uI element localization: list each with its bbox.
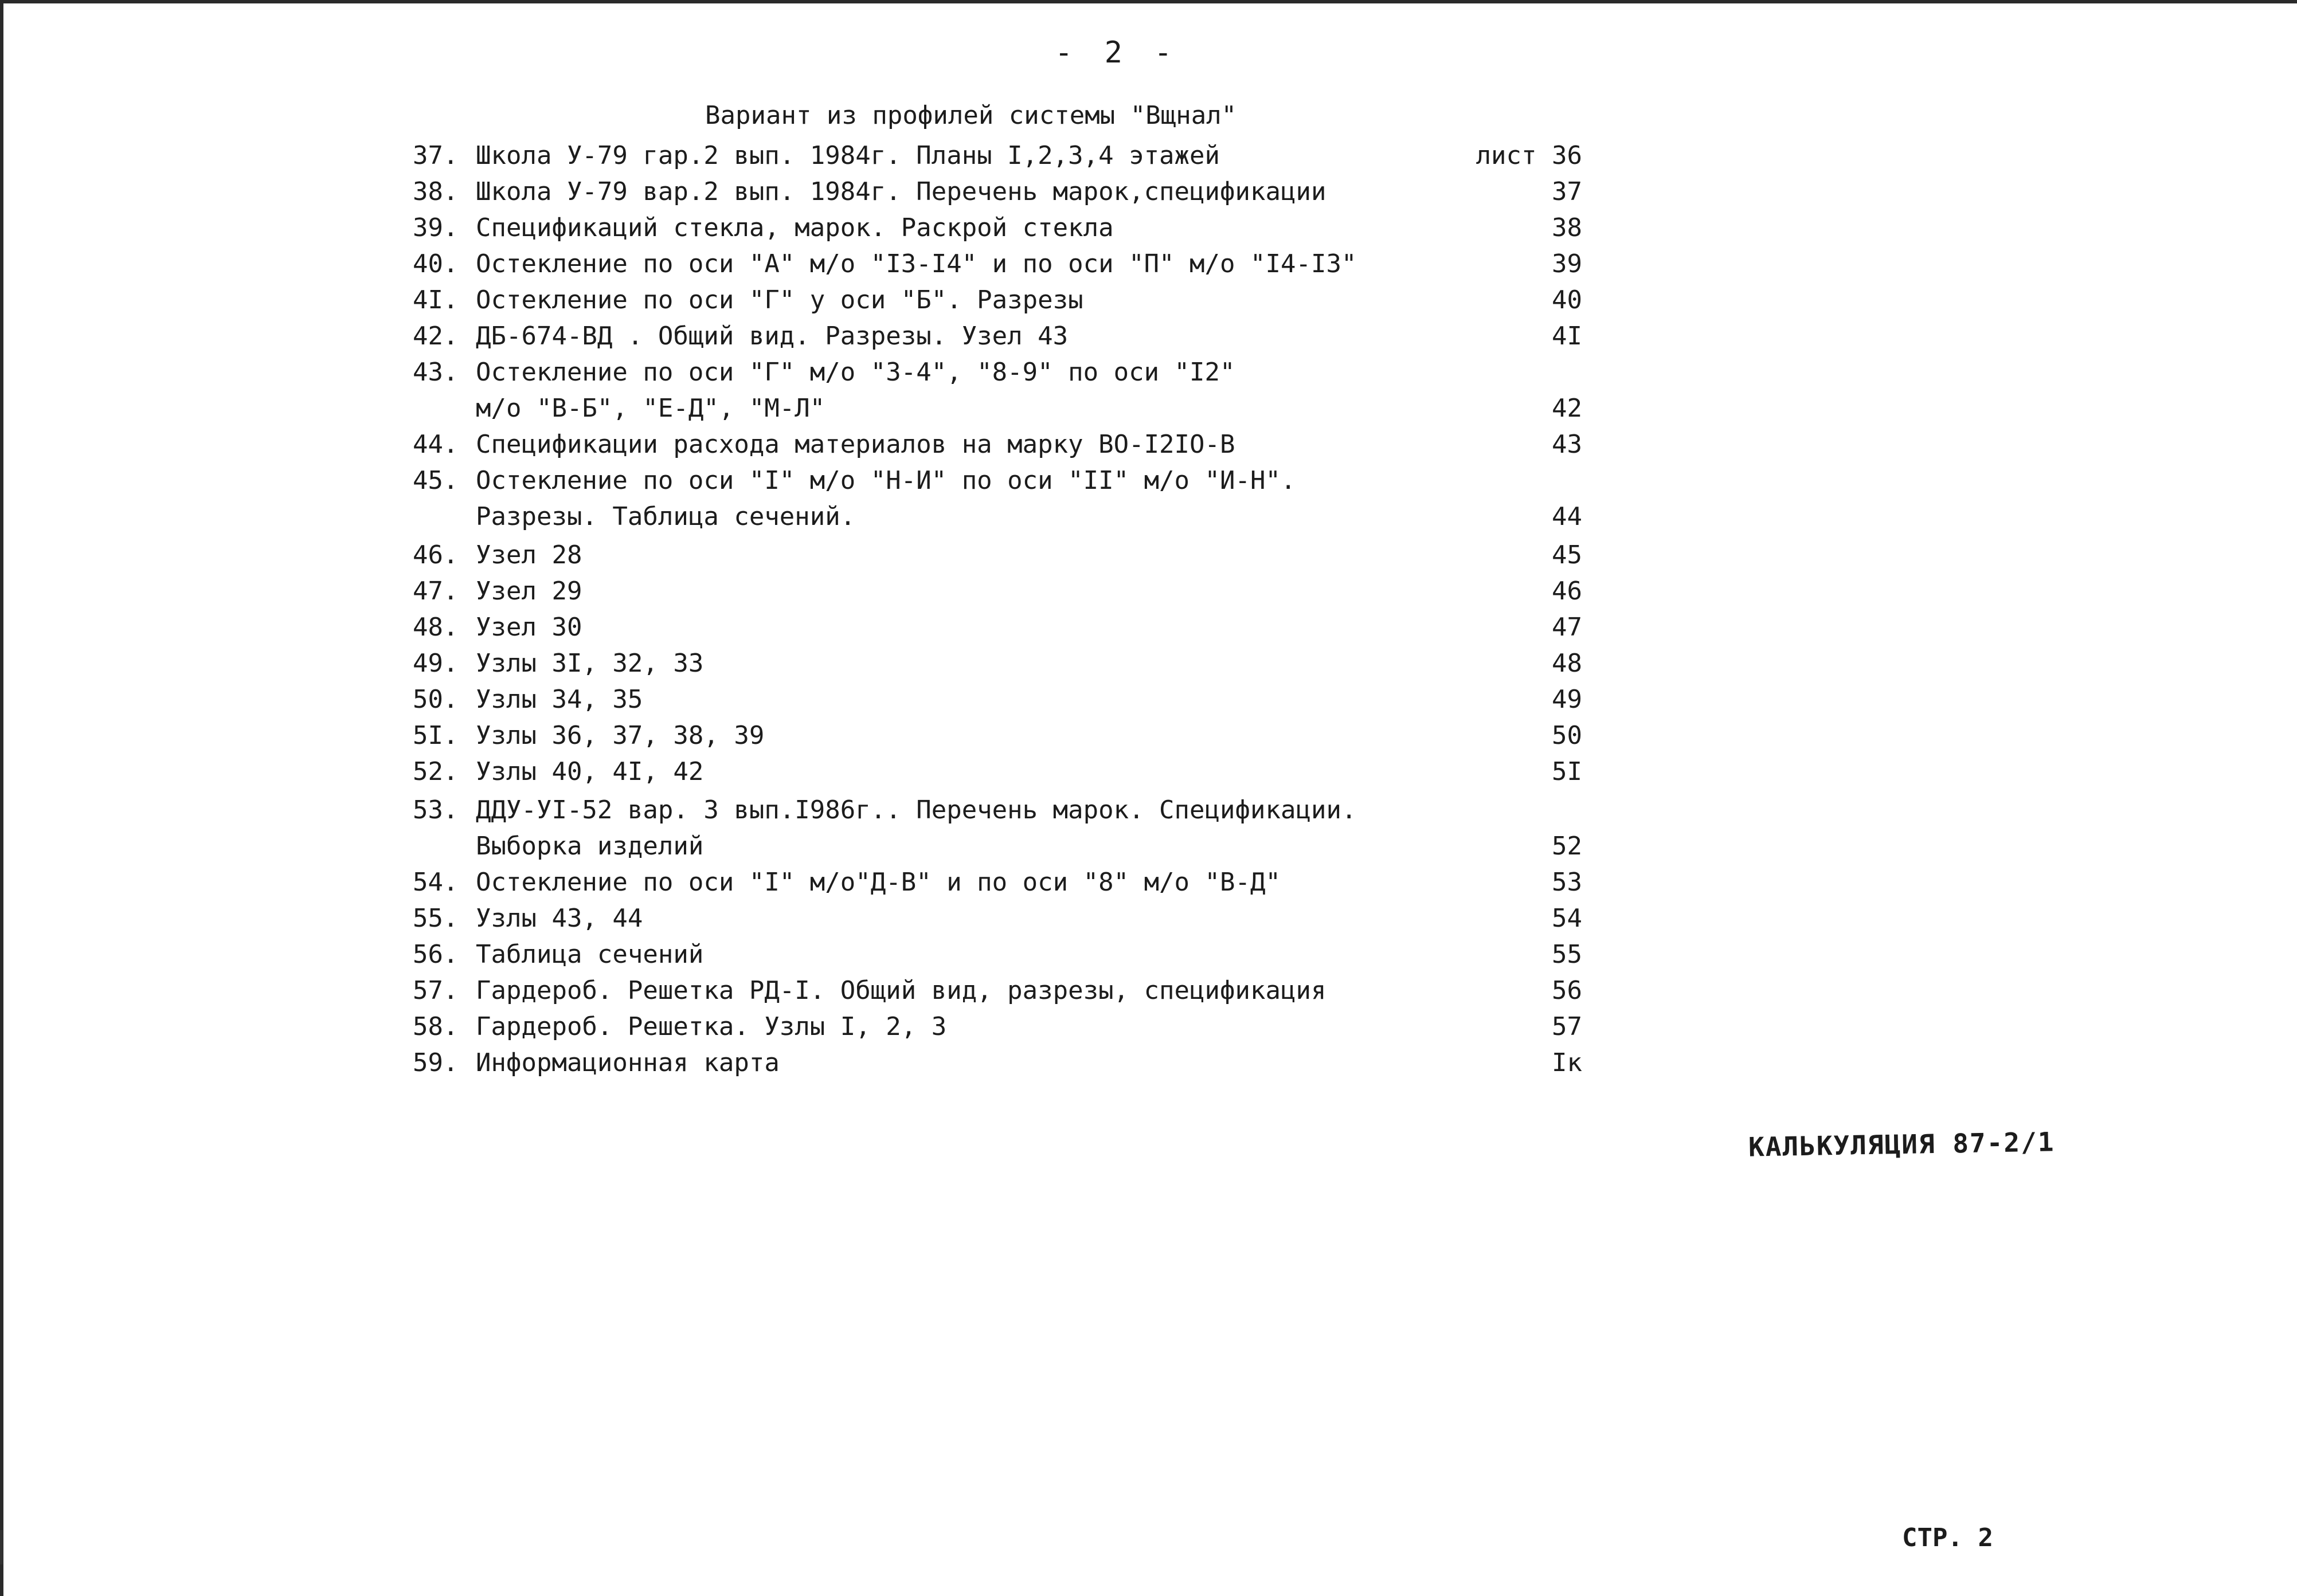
toc-item-sheet: Iк [1552, 1048, 1582, 1077]
toc-row [413, 282, 1582, 318]
toc-item-sheet: 57 [1552, 1012, 1582, 1041]
toc-row [413, 573, 1582, 609]
toc-item-number: 57. [413, 976, 459, 1005]
toc-item-number: 55. [413, 904, 459, 933]
toc-item-title: ДДУ-УI-52 вар. 3 вып.I986г.. Перечень марок. Спецификации. [476, 795, 1357, 825]
toc-item-sheet: 4I [1552, 321, 1582, 351]
toc-row [413, 246, 1582, 282]
toc-item-sheet: 42 [1552, 394, 1582, 423]
toc-item-title: Информационная карта [476, 1048, 780, 1077]
page-number: - 2 - [1055, 36, 1179, 70]
toc-item-number: 58. [413, 1012, 459, 1041]
toc-item-title: Узел 30 [476, 613, 582, 642]
toc-item-sheet: 56 [1552, 976, 1582, 1005]
toc-item-number: 52. [413, 757, 459, 786]
toc-item-title: Школа У-79 гар.2 вып. 1984г. Планы I,2,3,4 этажей [476, 141, 1220, 170]
toc-item-title: Гардероб. Решетка. Узлы I, 2, 3 [476, 1012, 947, 1041]
toc-item-title: Гардероб. Решетка РД-I. Общий вид, разрезы, спецификация [476, 976, 1326, 1005]
toc-item-title: Школа У-79 вар.2 вып. 1984г. Перечень марок,спецификации [476, 177, 1326, 206]
toc-item-title: Спецификации расхода материалов на марку ВО-I2IO-В [476, 430, 1235, 459]
toc-item-title: Узлы 36, 37, 38, 39 [476, 721, 765, 750]
toc-item-number: 40. [413, 249, 459, 279]
toc-row [413, 681, 1582, 717]
toc-row [413, 754, 1582, 790]
variant-title: Вариант из профилей системы "Вщнал" [705, 101, 1237, 130]
toc-row [413, 138, 1582, 174]
toc-row [413, 717, 1582, 754]
toc-item-sheet: 43 [1552, 430, 1582, 459]
toc-item-sheet: 45 [1552, 540, 1582, 570]
edge-mark [0, 1530, 11, 1564]
toc-item-number: 43. [413, 358, 459, 387]
toc-item-title: ДБ-674-ВД . Общий вид. Разрезы. Узел 43 [476, 321, 1069, 351]
toc-item-number: 53. [413, 795, 459, 825]
table-of-contents [413, 138, 1582, 1081]
toc-item-title: Узлы 43, 44 [476, 904, 643, 933]
toc-item-number: 48. [413, 613, 459, 642]
toc-item-number: 44. [413, 430, 459, 459]
toc-item-sheet: 54 [1552, 904, 1582, 933]
toc-item-title: Остекление по оси "Г" м/о "3-4", "8-9" по оси "I2" [476, 358, 1235, 387]
toc-item-title: Разрезы. Таблица сечений. [476, 502, 856, 531]
toc-item-sheet: 53 [1552, 868, 1582, 897]
toc-item-sheet: 5I [1552, 757, 1582, 786]
toc-row [413, 318, 1582, 354]
toc-item-sheet: 37 [1552, 177, 1582, 206]
toc-row [413, 1045, 1582, 1081]
toc-row [413, 499, 1582, 535]
toc-item-number: 5I. [413, 721, 459, 750]
toc-item-sheet: 46 [1552, 577, 1582, 606]
toc-item-sheet: 49 [1552, 685, 1582, 714]
toc-item-title: Остекление по оси "А" м/о "I3-I4" и по оси "П" м/о "I4-I3" [476, 249, 1357, 279]
toc-row [413, 462, 1582, 499]
toc-item-sheet: 48 [1552, 649, 1582, 678]
toc-row [413, 174, 1582, 210]
toc-row [413, 828, 1582, 864]
toc-row [413, 210, 1582, 246]
toc-row [413, 609, 1582, 645]
toc-item-title: Остекление по оси "I" м/о"Д-В" и по оси "8" м/о "В-Д" [476, 868, 1281, 897]
toc-item-number: 56. [413, 940, 459, 969]
toc-row [413, 792, 1582, 828]
page-footer: СТР. 2 [1902, 1523, 1993, 1552]
calculation-stamp: КАЛЬКУЛЯЦИЯ 87-2/1 [1748, 1126, 2055, 1163]
toc-row [413, 426, 1582, 462]
toc-row [413, 1009, 1582, 1045]
toc-row [413, 645, 1582, 681]
toc-item-sheet: 44 [1552, 502, 1582, 531]
toc-item-sheet: 38 [1552, 213, 1582, 242]
toc-item-number: 39. [413, 213, 459, 242]
toc-item-title: Выборка изделий [476, 832, 704, 861]
toc-item-title: м/о "В-Б", "Е-Д", "М-Л" [476, 394, 825, 423]
toc-item-sheet: 50 [1552, 721, 1582, 750]
toc-item-sheet: 47 [1552, 613, 1582, 642]
toc-item-number: 47. [413, 577, 459, 606]
toc-item-number: 49. [413, 649, 459, 678]
toc-item-number: 42. [413, 321, 459, 351]
toc-item-sheet: лист 36 [1476, 141, 1582, 170]
toc-row [413, 936, 1582, 972]
toc-item-title: Узлы 40, 4I, 42 [476, 757, 704, 786]
toc-item-title: Таблица сечений [476, 940, 704, 969]
toc-item-title: Остекление по оси "Г" у оси "Б". Разрезы [476, 285, 1083, 315]
toc-item-title: Узел 29 [476, 577, 582, 606]
toc-item-number: 45. [413, 466, 459, 495]
toc-item-sheet: 52 [1552, 832, 1582, 861]
toc-item-title: Узел 28 [476, 540, 582, 570]
toc-item-title: Узлы 3I, 32, 33 [476, 649, 704, 678]
toc-item-sheet: 39 [1552, 249, 1582, 279]
toc-item-title: Узлы 34, 35 [476, 685, 643, 714]
toc-item-number: 4I. [413, 285, 459, 315]
toc-item-number: 59. [413, 1048, 459, 1077]
toc-item-number: 46. [413, 540, 459, 570]
toc-item-sheet: 55 [1552, 940, 1582, 969]
toc-item-number: 37. [413, 141, 459, 170]
toc-row [413, 537, 1582, 573]
toc-row [413, 354, 1582, 390]
toc-item-number: 38. [413, 177, 459, 206]
toc-item-title: Остекление по оси "I" м/о "Н-И" по оси "II" м/о "И-Н". [476, 466, 1296, 495]
toc-item-sheet: 40 [1552, 285, 1582, 315]
toc-row [413, 900, 1582, 936]
toc-item-title: Спецификаций стекла, марок. Раскрой стекла [476, 213, 1114, 242]
toc-item-number: 50. [413, 685, 459, 714]
toc-row [413, 864, 1582, 900]
toc-item-number: 54. [413, 868, 459, 897]
toc-row [413, 972, 1582, 1009]
toc-row [413, 390, 1582, 426]
